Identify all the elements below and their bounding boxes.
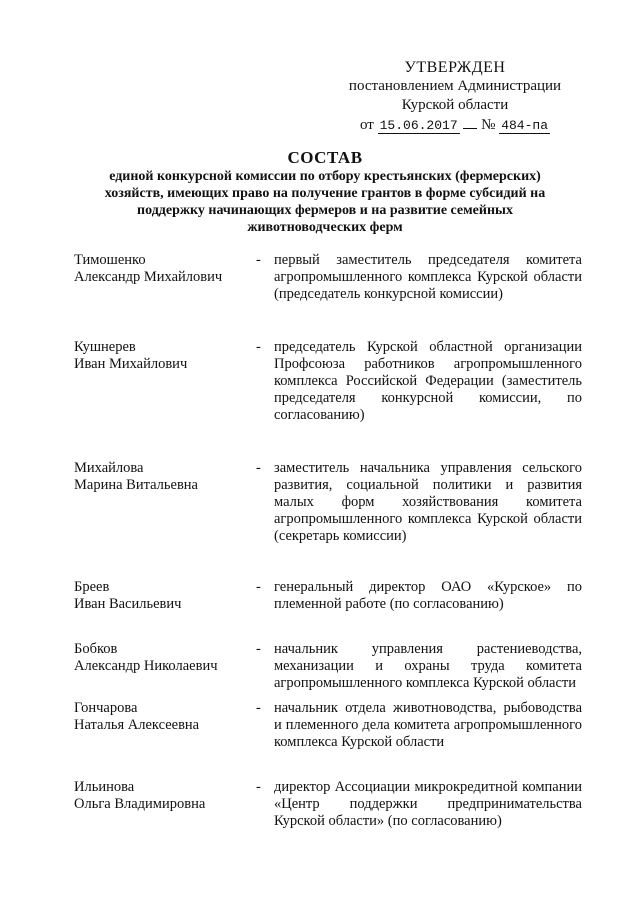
title-main: СОСТАВ: [287, 148, 363, 167]
member-dash: -: [256, 641, 261, 657]
member-surname: Михайлова: [74, 460, 144, 476]
date-prefix: от: [360, 117, 374, 133]
member-given-name: Марина Витальевна: [74, 477, 198, 493]
member-surname: Тимошенко: [74, 252, 146, 268]
approval-line-1: постановлением Администрации: [348, 78, 562, 94]
member-name: [74, 641, 256, 675]
number-prefix: №: [481, 117, 496, 133]
member-role: заместитель начальника управления сельского развития, социальной политики и развития малых форм хозяйствования комитета агропромышленного комплекса Курской области (секретарь комиссии): [274, 460, 582, 544]
member-given-name: Александр Михайлович: [74, 269, 223, 285]
member-role: председатель Курской областной организации Профсоюза работников агропромышленного комплекса Российской Федерации (заместитель председателя конкурсной комиссии, по согласованию): [274, 339, 582, 423]
approval-number: 484-па: [501, 118, 548, 133]
member-name: [74, 779, 256, 813]
document-title: [60, 148, 590, 236]
approval-stamp: [330, 58, 580, 135]
member-name: [74, 339, 256, 373]
approval-line-2: Курской области: [401, 97, 509, 113]
member-dash: -: [256, 339, 261, 355]
member-role: начальник отдела животноводства, рыбоводства и племенного дела комитета агропромышленного комплекса Курской области: [274, 700, 582, 750]
member-surname: Гончарова: [74, 700, 138, 716]
member-dash: -: [256, 779, 261, 795]
title-line-1: единой конкурсной комиссии по отбору крестьянских (фермерских): [109, 169, 541, 184]
member-row: [74, 579, 582, 613]
title-line-3: поддержку начинающих фермеров и на развитие семейных: [137, 203, 513, 218]
member-row: [74, 700, 582, 751]
member-row: [74, 252, 582, 303]
member-name: [74, 579, 256, 613]
date-underline-gap: [463, 128, 477, 129]
member-row: [74, 779, 582, 830]
member-dash: -: [256, 579, 261, 595]
approval-heading: УТВЕРЖДЕН: [404, 59, 506, 76]
member-given-name: Иван Михайлович: [74, 356, 188, 372]
approval-date: 15.06.2017: [379, 118, 458, 133]
member-dash: -: [256, 252, 261, 268]
member-row: [74, 339, 582, 424]
member-given-name: Иван Васильевич: [74, 596, 182, 612]
member-role: начальник управления растениеводства, механизации и охраны труда комитета агропромышленного комплекса Курской области: [274, 641, 582, 691]
member-surname: Кушнерев: [74, 339, 136, 355]
members-list: [74, 252, 582, 830]
member-name: [74, 700, 256, 734]
member-name: [74, 252, 256, 286]
member-surname: Бреев: [74, 579, 110, 595]
member-row: [74, 460, 582, 545]
member-role: генеральный директор ОАО «Курское» по племенной работе (по согласованию): [274, 579, 582, 612]
title-line-4: животноводческих ферм: [247, 220, 403, 235]
member-role: директор Ассоциации микрокредитной компании «Центр поддержки предпринимательства Курской области» (по согласованию): [274, 779, 582, 829]
member-role: первый заместитель председателя комитета агропромышленного комплекса Курской области (председатель конкурсной комиссии): [274, 252, 582, 302]
member-dash: -: [256, 460, 261, 476]
title-line-2: хозяйств, имеющих право на получение грантов в форме субсидий на: [104, 186, 546, 201]
member-surname: Ильинова: [74, 779, 135, 795]
approval-date-line: [330, 116, 580, 135]
member-dash: -: [256, 700, 261, 716]
member-row: [74, 641, 582, 692]
member-given-name: Ольга Владимировна: [74, 796, 206, 812]
member-name: [74, 460, 256, 494]
member-given-name: Александр Николаевич: [74, 658, 218, 674]
member-given-name: Наталья Алексеевна: [74, 717, 200, 733]
member-surname: Бобков: [74, 641, 118, 657]
